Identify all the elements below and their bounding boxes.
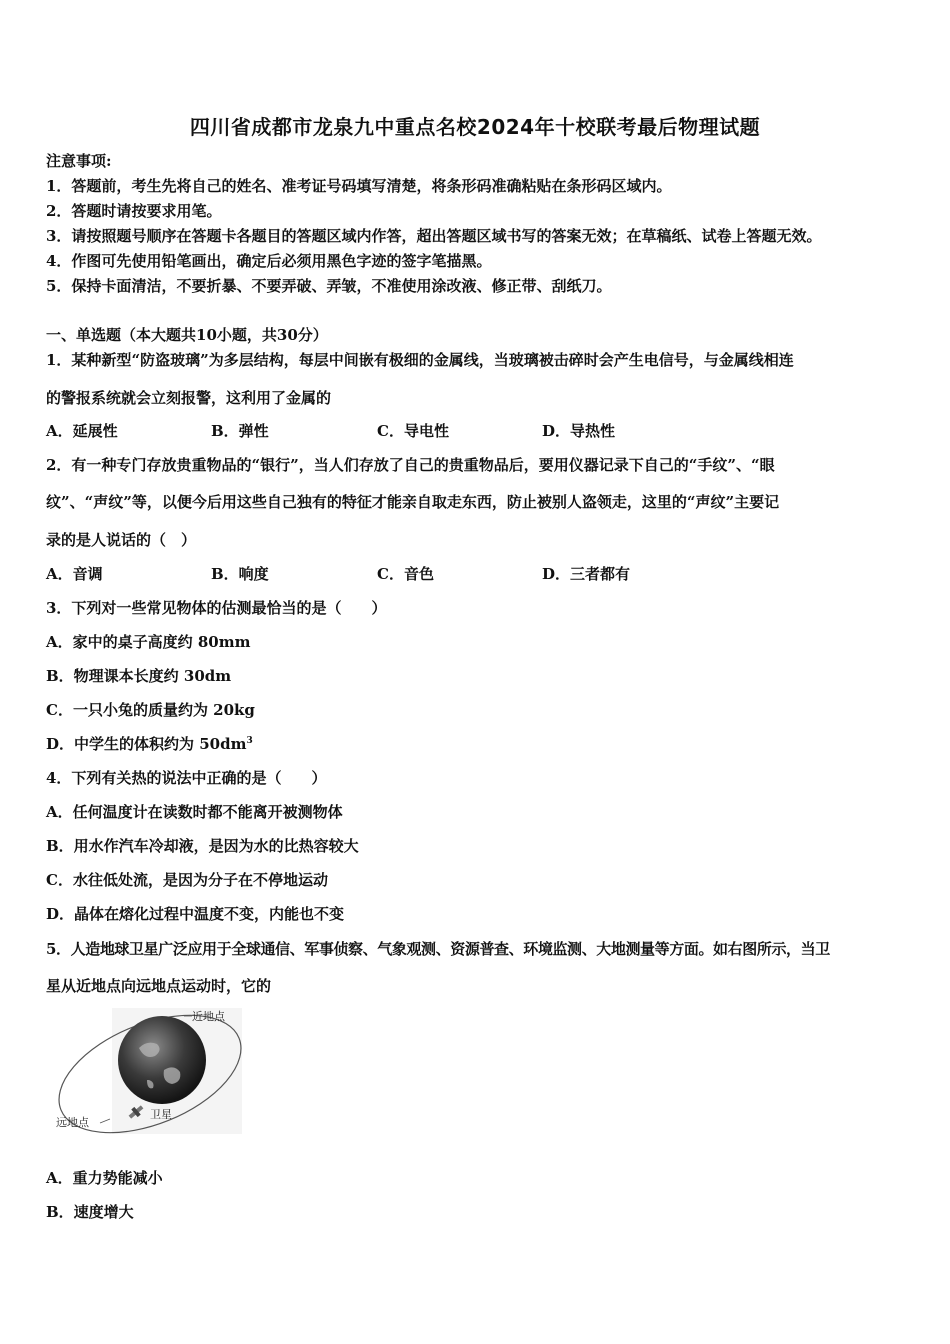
satellite-orbit-figure [54, 1008, 242, 1134]
question-4-option-d: D．晶体在熔化过程中温度不变，内能也不变 [46, 905, 345, 923]
question-1-option-b: B．弹性 [211, 422, 269, 440]
option-d-text: D．中学生的体积约为 50dm [46, 735, 247, 753]
question-2-option-b: B．响度 [211, 565, 269, 583]
question-1-option-d: D．导热性 [542, 422, 616, 440]
question-4-option-a: A．任何温度计在读数时都不能离开被测物体 [46, 803, 343, 821]
question-1-stem: 的警报系统就会立刻报警，这利用了金属的 [46, 389, 332, 407]
satellite-label: 卫星 [150, 1108, 172, 1121]
page-title: 四川省成都市龙泉九中重点名校2024年十校联考最后物理试题 [189, 115, 761, 139]
section-heading: 一、单选题（本大题共10小题，共30分） [46, 326, 328, 344]
question-2-option-d: D．三者都有 [542, 565, 631, 583]
notice-heading: 注意事项: [46, 152, 112, 170]
apogee-label: 远地点 [56, 1116, 89, 1129]
perigee-label: 近地点 [192, 1010, 225, 1023]
question-3-option-d [46, 734, 253, 754]
notice-item: 1．答题前，考生先将自己的姓名、准考证号码填写清楚，将条形码准确粘贴在条形码区域内。 [46, 177, 672, 195]
question-1-stem: 1．某种新型“防盗玻璃”为多层结构，每层中间嵌有极细的金属线，当玻璃被击碎时会产生电信号，与金属线相连 [46, 351, 794, 369]
question-5-option-a: A．重力势能减小 [46, 1169, 163, 1187]
question-4-option-b: B．用水作汽车冷却液，是因为水的比热容较大 [46, 837, 359, 855]
question-3-stem: 3．下列对一些常见物体的估测最恰当的是（ ） [46, 599, 387, 617]
cubic-superscript: 3 [246, 736, 253, 746]
notice-item: 4．作图可先使用铅笔画出，确定后必须用黑色字迹的签字笔描黑。 [46, 252, 492, 270]
question-1-option-a: A．延展性 [46, 422, 118, 440]
question-1-option-c: C．导电性 [377, 422, 449, 440]
question-4-option-c: C．水往低处流，是因为分子在不停地运动 [46, 871, 328, 889]
question-5-stem: 星从近地点向远地点运动时，它的 [46, 977, 272, 995]
orbit-diagram [54, 1008, 242, 1134]
notice-item: 5．保持卡面清洁，不要折暴、不要弄破、弄皱，不准使用涂改液、修正带、刮纸刀。 [46, 277, 612, 295]
question-4-stem: 4．下列有关热的说法中正确的是（ ） [46, 769, 327, 787]
notice-item: 2．答题时请按要求用笔。 [46, 202, 222, 220]
question-2-stem: 纹”、“声纹”等，以便今后用这些自己独有的特征才能亲自取走东西，防止被别人盗领走，这里的“声纹”主要记 [46, 493, 780, 511]
question-2-stem: 录的是人说话的（ ） [46, 531, 197, 549]
question-3-option-c: C．一只小兔的质量约为 20kg [46, 701, 255, 719]
question-2-option-a: A．音调 [46, 565, 103, 583]
question-5-stem: 5．人造地球卫星广泛应用于全球通信、军事侦察、气象观测、资源普查、环境监测、大地测量等方面。如右图所示，当卫 [46, 940, 830, 958]
notice-item: 3．请按照题号顺序在答题卡各题目的答题区域内作答，超出答题区域书写的答案无效；在草稿纸、试卷上答题无效。 [46, 227, 822, 245]
question-2-stem: 2．有一种专门存放贵重物品的“银行”，当人们存放了自己的贵重物品后，要用仪器记录下自己的“手纹”、“眼 [46, 456, 775, 474]
question-3-option-a: A．家中的桌子高度约 80mm [46, 633, 251, 651]
earth [118, 1016, 206, 1104]
question-5-option-b: B．速度增大 [46, 1203, 134, 1221]
question-2-option-c: C．音色 [377, 565, 434, 583]
question-3-option-b: B．物理课本长度约 30dm [46, 667, 232, 685]
